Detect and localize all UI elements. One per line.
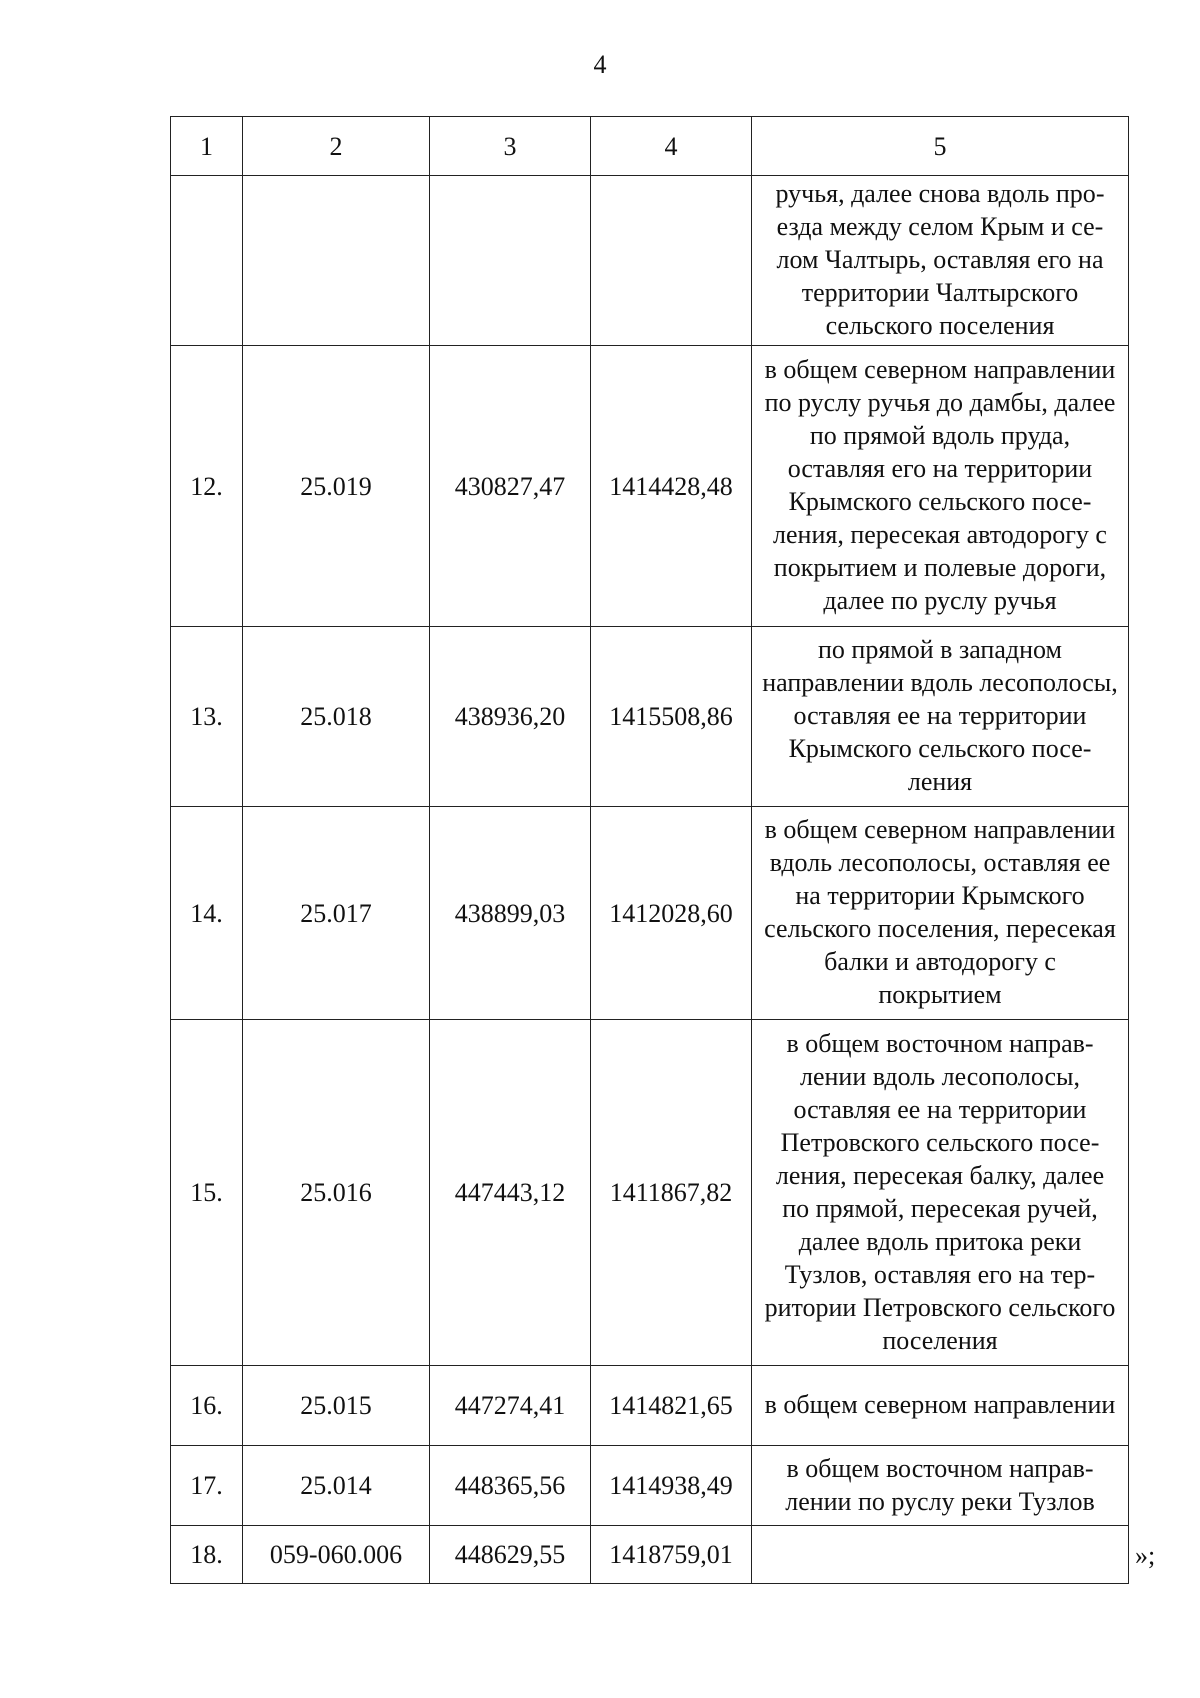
table-row [171, 176, 1129, 346]
table-row [171, 1020, 1129, 1366]
row-number-cell: 15. [171, 1020, 243, 1366]
boundary-description-cell: в общем северном направлении по руслу ручья до дамбы, далее по прямой вдоль пруда, оставляя его на территории Крымского сельского поселения, пересекая автодорогу с покрытием и полевые дороги, далее по руслу ручья [752, 346, 1129, 627]
row-number-cell: 18. [171, 1526, 243, 1584]
x-coordinate-cell: 447274,41 [430, 1366, 591, 1446]
x-coordinate-cell: 447443,12 [430, 1020, 591, 1366]
point-number-cell: 25.014 [243, 1446, 430, 1526]
point-number-cell: 25.016 [243, 1020, 430, 1366]
point-number-cell [243, 176, 430, 346]
boundary-description-cell: в общем северном направлении [752, 1366, 1129, 1446]
row-number-cell [171, 176, 243, 346]
y-coordinate-cell: 1414821,65 [591, 1366, 752, 1446]
y-coordinate-cell: 1414938,49 [591, 1446, 752, 1526]
x-coordinate-cell: 448365,56 [430, 1446, 591, 1526]
table-row [171, 346, 1129, 627]
closing-quote-mark: »; [1135, 1541, 1156, 1570]
row-number-cell: 14. [171, 807, 243, 1020]
y-coordinate-cell: 1414428,48 [591, 346, 752, 627]
y-coordinate-cell: 1411867,82 [591, 1020, 752, 1366]
boundary-description-cell: в общем восточном направлении вдоль лесополосы, оставляя ее на территории Петровского сельского поселения, пересекая балку, далее по прямой, пересекая ручей, далее вдоль притока реки Тузлов, оставляя его на территории Петровского сельского поселения [752, 1020, 1129, 1366]
point-number-cell: 25.019 [243, 346, 430, 627]
header-cell-2: 2 [243, 117, 430, 176]
header-cell-5: 5 [752, 117, 1129, 176]
x-coordinate-cell: 438899,03 [430, 807, 591, 1020]
x-coordinate-cell: 448629,55 [430, 1526, 591, 1584]
boundary-description-cell [752, 1526, 1129, 1584]
row-number-cell: 16. [171, 1366, 243, 1446]
x-coordinate-cell: 430827,47 [430, 346, 591, 627]
table-row [171, 1366, 1129, 1446]
y-coordinate-cell: 1412028,60 [591, 807, 752, 1020]
boundary-description-cell: в общем восточном направлении по руслу реки Тузлов [752, 1446, 1129, 1526]
y-coordinate-cell [591, 176, 752, 346]
table-row [171, 1446, 1129, 1526]
y-coordinate-cell: 1415508,86 [591, 627, 752, 807]
row-number-cell: 17. [171, 1446, 243, 1526]
point-number-cell: 25.018 [243, 627, 430, 807]
page-number: 4 [593, 50, 607, 79]
point-number-cell: 25.015 [243, 1366, 430, 1446]
y-coordinate-cell: 1418759,01 [591, 1526, 752, 1584]
boundary-description-cell: по прямой в западном направлении вдоль лесополосы, оставляя ее на территории Крымского сельского поселения [752, 627, 1129, 807]
row-number-cell: 13. [171, 627, 243, 807]
x-coordinate-cell: 438936,20 [430, 627, 591, 807]
boundary-description-cell: в общем северном направлении вдоль лесополосы, оставляя ее на территории Крымского сельского поселения, пересекая балки и автодорогу с покрытием [752, 807, 1129, 1020]
x-coordinate-cell [430, 176, 591, 346]
header-cell-1: 1 [171, 117, 243, 176]
header-cell-3: 3 [430, 117, 591, 176]
row-number-cell: 12. [171, 346, 243, 627]
boundary-points-table [170, 116, 1129, 1584]
table-row [171, 807, 1129, 1020]
header-cell-4: 4 [591, 117, 752, 176]
point-number-cell: 059-060.006 [243, 1526, 430, 1584]
table-header-row [171, 117, 1129, 176]
table-row [171, 627, 1129, 807]
table-row [171, 1526, 1129, 1584]
point-number-cell: 25.017 [243, 807, 430, 1020]
boundary-description-cell: ручья, далее снова вдоль проезда между селом Крым и селом Чалтырь, оставляя его на территории Чалтырского сельского поселения [752, 176, 1129, 346]
